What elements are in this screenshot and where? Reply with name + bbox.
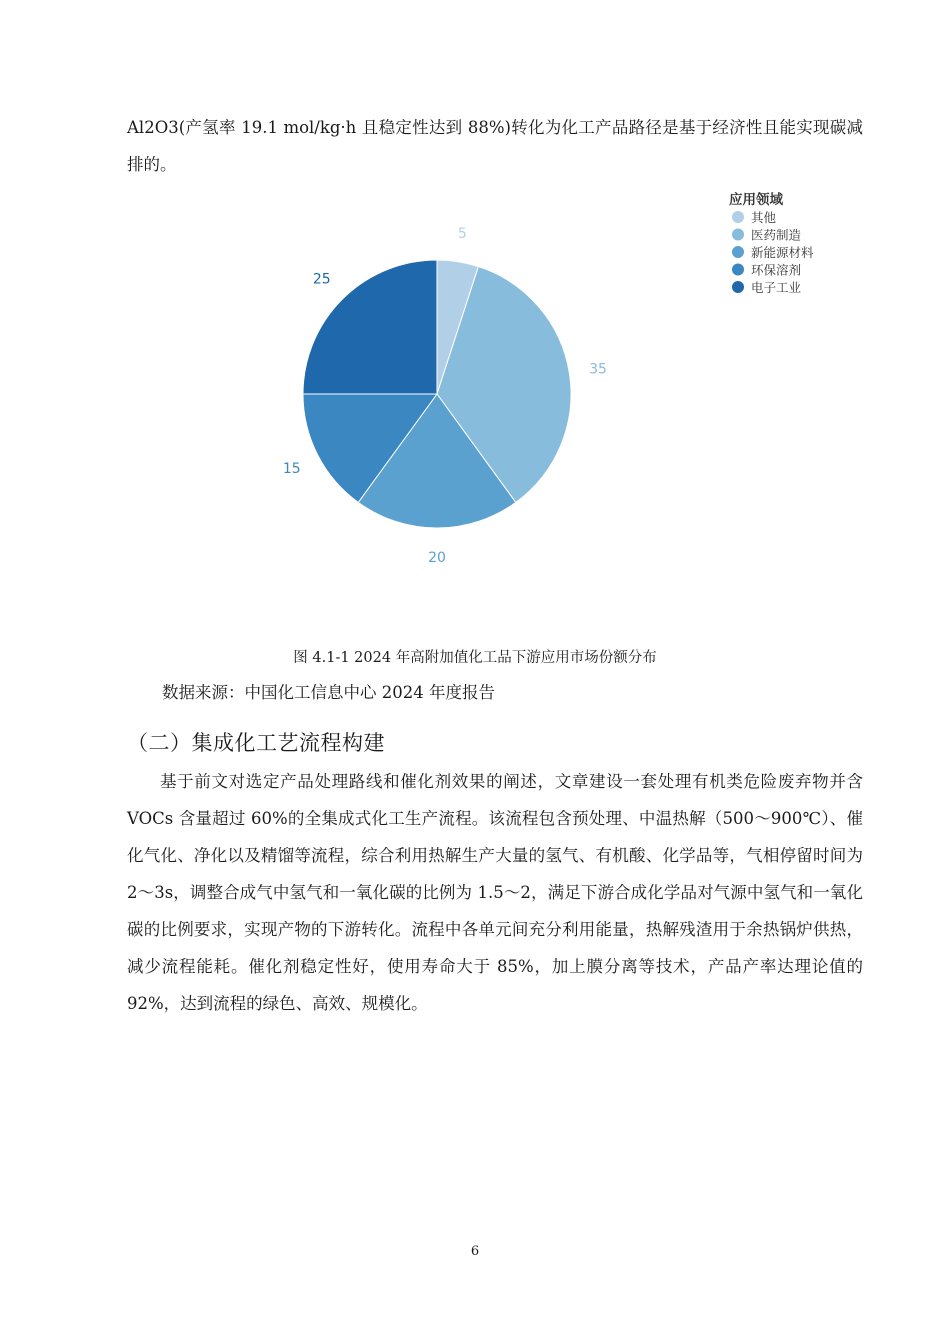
pie-chart <box>0 180 950 600</box>
paragraph-body: 基于前文对选定产品处理路线和催化剂效果的阐述，文章建设一套处理有机类危险废弃物并含 VOCs 含量超过 60%的全集成式化工生产流程。该流程包含预处理、中温热解（500～900℃）、催化气化、净化以及精馏等流程，综合利用热解生产大量的氢气、有机酸、化学品等，气相停留时间为 2～3s，调整合成气中氢气和一氧化碳的比例为 1.5～2，满足下游合成化学品对气源中氢气和一氧化碳的比例要求，实现产物的下游转化。流程中各单元间充分利用能量，热解残渣用于余热锅炉供热，减少流程能耗。催化剂稳定性好，使用寿命大于 85%，加上膜分离等技术，产品产率达理论值的 92%，达到流程的绿色、高效、规模化。 <box>127 772 863 1013</box>
pie-slices <box>303 260 571 528</box>
legend-item-label: 其他 <box>751 210 777 225</box>
legend-marker <box>732 281 744 293</box>
legend-item-label: 环保溶剂 <box>751 262 802 278</box>
data-source: 数据来源：中国化工信息中心 2024 年度报告 <box>162 683 495 702</box>
legend-marker <box>732 211 744 223</box>
legend-marker <box>732 246 744 258</box>
page-number: 6 <box>470 1244 480 1259</box>
legend-item-label: 电子工业 <box>751 280 802 295</box>
paragraph-top: Al2O3(产氢率 19.1 mol/kg·h 且稳定性达到 88%)转化为化工产品路径是基于经济性且能实现碳减排的。 <box>127 118 863 174</box>
pie-value-label: 35 <box>589 361 607 378</box>
pie-value-label: 20 <box>428 550 446 566</box>
legend-title: 应用领域 <box>729 192 783 208</box>
legend-marker <box>732 264 744 276</box>
legend-item-label: 医药制造 <box>751 227 802 243</box>
figure-caption: 图 4.1-1 2024 年高附加值化工品下游应用市场份额分布 <box>293 650 657 666</box>
pie-value-label: 5 <box>458 226 467 243</box>
legend-item-label: 新能源材料 <box>751 245 814 260</box>
chart-legend <box>729 191 814 295</box>
pie-value-label: 25 <box>312 271 331 288</box>
legend-marker <box>732 229 744 241</box>
section-heading: （二）集成化工艺流程构建 <box>127 731 385 755</box>
pie-value-label: 15 <box>282 461 301 478</box>
